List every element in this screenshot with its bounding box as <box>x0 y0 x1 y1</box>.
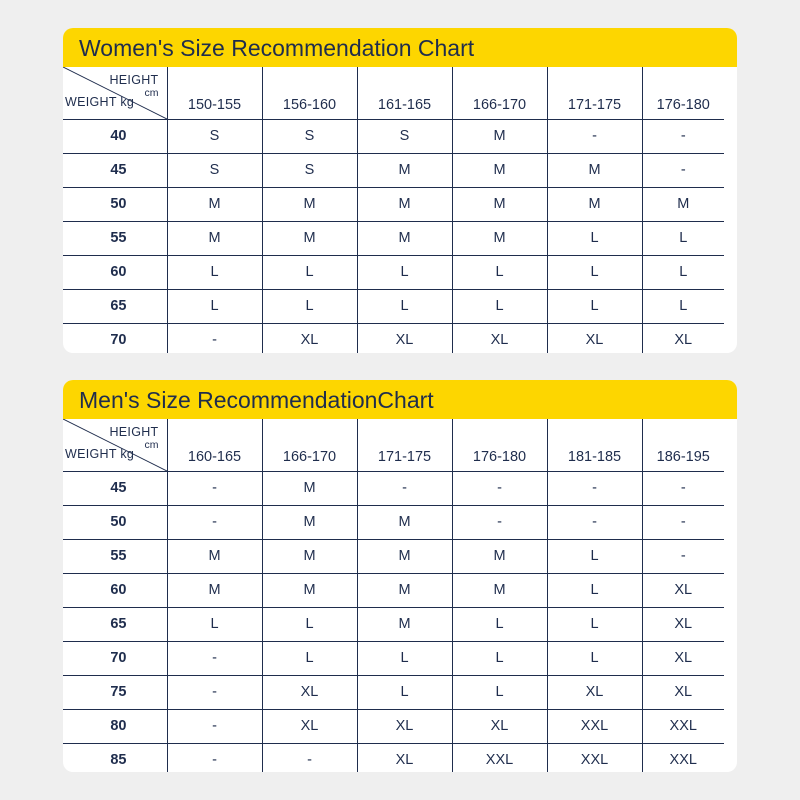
weight-cell: 60 <box>63 255 167 289</box>
weight-cell: 50 <box>63 505 167 539</box>
size-cell: L <box>262 255 357 289</box>
mens-chart-title: Men's Size RecommendationChart <box>63 380 737 419</box>
size-cell: M <box>167 187 262 221</box>
size-cell: L <box>547 221 642 255</box>
header-row <box>63 419 724 471</box>
table-row <box>63 539 724 573</box>
size-cell: M <box>262 505 357 539</box>
size-cell: XXL <box>547 743 642 772</box>
size-cell: XL <box>262 675 357 709</box>
size-cell: S <box>167 119 262 153</box>
size-cell: XL <box>452 709 547 743</box>
womens-size-table <box>63 67 724 353</box>
height-unit-label: cm <box>144 87 159 99</box>
size-cell: S <box>357 119 452 153</box>
size-cell: L <box>357 675 452 709</box>
table-row <box>63 675 724 709</box>
table-row <box>63 221 724 255</box>
height-axis-label: HEIGHT <box>109 425 159 439</box>
size-cell: L <box>547 539 642 573</box>
size-cell: L <box>452 641 547 675</box>
height-column-header: 161-165 <box>357 67 452 119</box>
size-cell: M <box>547 153 642 187</box>
weight-cell: 45 <box>63 153 167 187</box>
size-cell: L <box>547 641 642 675</box>
weight-cell: 80 <box>63 709 167 743</box>
size-cell: L <box>642 221 724 255</box>
size-cell: M <box>452 153 547 187</box>
size-cell: - <box>167 323 262 353</box>
weight-axis-label: WEIGHT kg <box>65 447 135 461</box>
size-cell: XL <box>642 323 724 353</box>
size-cell: S <box>167 153 262 187</box>
size-cell: L <box>642 289 724 323</box>
size-cell: L <box>262 607 357 641</box>
height-column-header: 176-180 <box>642 67 724 119</box>
size-cell: - <box>167 709 262 743</box>
size-cell: L <box>452 289 547 323</box>
size-cell: - <box>547 471 642 505</box>
size-cell: XL <box>642 573 724 607</box>
size-cell: L <box>547 573 642 607</box>
size-cell: - <box>642 539 724 573</box>
size-cell: XL <box>642 675 724 709</box>
table-row <box>63 323 724 353</box>
size-cell: L <box>262 289 357 323</box>
weight-cell: 75 <box>63 675 167 709</box>
size-cell: M <box>357 187 452 221</box>
size-cell: M <box>357 573 452 607</box>
size-cell: L <box>452 675 547 709</box>
size-cell: XL <box>262 709 357 743</box>
size-cell: - <box>167 471 262 505</box>
height-column-header: 171-175 <box>547 67 642 119</box>
size-cell: M <box>167 539 262 573</box>
size-cell: M <box>642 187 724 221</box>
size-cell: XXL <box>452 743 547 772</box>
size-cell: - <box>357 471 452 505</box>
mens-size-chart <box>63 380 737 772</box>
size-cell: M <box>167 221 262 255</box>
size-cell: M <box>452 187 547 221</box>
weight-cell: 55 <box>63 539 167 573</box>
size-cell: L <box>357 641 452 675</box>
size-cell: - <box>167 743 262 772</box>
size-cell: L <box>167 607 262 641</box>
size-cell: S <box>262 119 357 153</box>
weight-cell: 50 <box>63 187 167 221</box>
size-cell: - <box>642 505 724 539</box>
header-row <box>63 67 724 119</box>
table-row <box>63 743 724 772</box>
size-cell: - <box>262 743 357 772</box>
size-cell: L <box>642 255 724 289</box>
size-cell: XL <box>452 323 547 353</box>
size-cell: M <box>452 539 547 573</box>
corner-header <box>63 419 167 471</box>
weight-cell: 65 <box>63 289 167 323</box>
height-column-header: 156-160 <box>262 67 357 119</box>
height-axis-label: HEIGHT <box>109 73 159 87</box>
table-row <box>63 255 724 289</box>
table-row <box>63 607 724 641</box>
size-cell: XXL <box>547 709 642 743</box>
size-cell: L <box>547 255 642 289</box>
weight-cell: 40 <box>63 119 167 153</box>
size-cell: M <box>167 573 262 607</box>
size-cell: XXL <box>642 743 724 772</box>
height-column-header: 166-170 <box>452 67 547 119</box>
size-cell: M <box>357 153 452 187</box>
size-cell: XL <box>262 323 357 353</box>
weight-cell: 60 <box>63 573 167 607</box>
size-cell: M <box>357 539 452 573</box>
size-cell: L <box>452 255 547 289</box>
size-cell: M <box>262 471 357 505</box>
corner-header <box>63 67 167 119</box>
size-cell: XL <box>642 641 724 675</box>
weight-cell: 70 <box>63 641 167 675</box>
size-cell: L <box>357 289 452 323</box>
table-row <box>63 153 724 187</box>
size-cell: L <box>262 641 357 675</box>
size-cell: M <box>357 505 452 539</box>
size-cell: XL <box>547 323 642 353</box>
size-cell: M <box>452 221 547 255</box>
size-cell: - <box>452 471 547 505</box>
table-row <box>63 289 724 323</box>
table-row <box>63 471 724 505</box>
height-column-header: 150-155 <box>167 67 262 119</box>
size-cell: S <box>262 153 357 187</box>
weight-axis-label: WEIGHT kg <box>65 95 135 109</box>
table-row <box>63 709 724 743</box>
size-cell: M <box>262 539 357 573</box>
table-row <box>63 573 724 607</box>
size-cell: M <box>452 573 547 607</box>
height-column-header: 171-175 <box>357 419 452 471</box>
size-cell: M <box>357 221 452 255</box>
size-cell: L <box>547 607 642 641</box>
size-cell: L <box>452 607 547 641</box>
size-cell: - <box>167 641 262 675</box>
weight-cell: 65 <box>63 607 167 641</box>
size-cell: M <box>452 119 547 153</box>
size-cell: M <box>547 187 642 221</box>
size-cell: XL <box>357 709 452 743</box>
womens-chart-title: Women's Size Recommendation Chart <box>63 28 737 67</box>
table-row <box>63 505 724 539</box>
size-cell: XL <box>642 607 724 641</box>
height-column-header: 176-180 <box>452 419 547 471</box>
size-cell: L <box>167 289 262 323</box>
size-cell: - <box>642 119 724 153</box>
size-cell: L <box>167 255 262 289</box>
size-cell: XL <box>357 323 452 353</box>
weight-cell: 70 <box>110 332 127 348</box>
table-row <box>63 187 724 221</box>
table-row <box>63 119 724 153</box>
size-cell: M <box>262 187 357 221</box>
size-cell: - <box>642 471 724 505</box>
size-cell: XXL <box>642 709 724 743</box>
size-cell: - <box>167 505 262 539</box>
mens-size-table <box>63 419 724 772</box>
height-column-header: 181-185 <box>547 419 642 471</box>
table-row <box>63 641 724 675</box>
size-cell: M <box>357 607 452 641</box>
size-cell: L <box>357 255 452 289</box>
weight-cell: 45 <box>63 471 167 505</box>
womens-size-chart <box>63 28 737 353</box>
height-column-header: 186-195 <box>642 419 724 471</box>
size-cell: M <box>262 573 357 607</box>
height-column-header: 166-170 <box>262 419 357 471</box>
height-unit-label: cm <box>144 439 159 451</box>
size-cell: - <box>167 675 262 709</box>
weight-cell: 85 <box>110 752 127 768</box>
size-cell: - <box>642 153 724 187</box>
weight-cell: 55 <box>63 221 167 255</box>
size-cell: - <box>452 505 547 539</box>
size-cell: XL <box>547 675 642 709</box>
height-column-header: 160-165 <box>167 419 262 471</box>
size-cell: L <box>547 289 642 323</box>
size-cell: M <box>262 221 357 255</box>
size-cell: XL <box>357 743 452 772</box>
size-cell: - <box>547 119 642 153</box>
size-cell: - <box>547 505 642 539</box>
